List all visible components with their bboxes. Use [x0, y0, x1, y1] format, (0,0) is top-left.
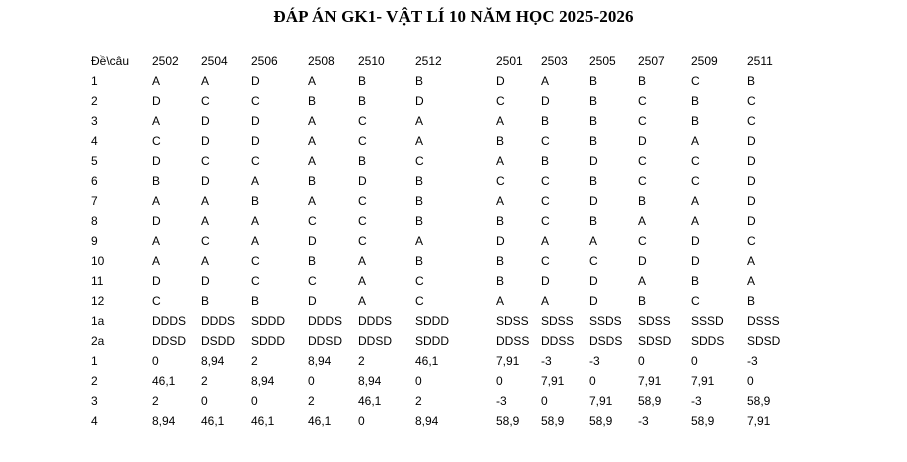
answer-cell: 0: [415, 374, 422, 388]
answer-cell: DSSS: [747, 314, 780, 328]
answer-cell: B: [415, 214, 424, 228]
table-row: [91, 411, 797, 431]
table-row: [91, 71, 797, 91]
header-row: [91, 51, 797, 71]
question-label: 1a: [91, 314, 105, 328]
table-row: [91, 311, 797, 331]
answer-cell: 7,91: [589, 394, 613, 408]
table-row: [91, 351, 797, 371]
answer-cell: B: [496, 254, 505, 268]
answer-cell: SDDD: [251, 314, 286, 328]
exam-code: 2501: [496, 54, 523, 68]
answer-cell: 0: [589, 374, 596, 388]
answer-cell: A: [308, 194, 317, 208]
answer-cell: -3: [638, 414, 649, 428]
question-label: 4: [91, 414, 98, 428]
answer-cell: B: [541, 114, 550, 128]
answer-cell: C: [541, 134, 550, 148]
exam-code: 2509: [691, 54, 718, 68]
question-label: 3: [91, 394, 98, 408]
answer-cell: C: [152, 294, 161, 308]
answer-cell: C: [638, 114, 647, 128]
table-row: [91, 231, 797, 251]
answer-cell: B: [358, 74, 367, 88]
table-row: [91, 211, 797, 231]
table-row: [91, 151, 797, 171]
answer-cell: C: [152, 134, 161, 148]
answer-cell: D: [251, 74, 260, 88]
answer-cell: D: [251, 114, 260, 128]
answer-cell: B: [496, 134, 505, 148]
answer-cell: C: [496, 94, 505, 108]
answer-cell: 46,1: [201, 414, 225, 428]
answer-cell: D: [496, 74, 505, 88]
answer-cell: D: [201, 114, 210, 128]
answer-cell: D: [152, 154, 161, 168]
answer-cell: D: [589, 194, 598, 208]
answer-cell: SSDS: [589, 314, 622, 328]
exam-code: 2507: [638, 54, 665, 68]
exam-code: 2504: [201, 54, 228, 68]
answer-cell: D: [747, 134, 756, 148]
answer-cell: B: [747, 294, 756, 308]
answer-cell: 58,9: [496, 414, 520, 428]
answer-cell: D: [541, 274, 550, 288]
answer-cell: C: [638, 234, 647, 248]
answer-cell: D: [747, 194, 756, 208]
answer-cell: A: [415, 234, 424, 248]
answer-cell: SDSS: [541, 314, 574, 328]
answer-cell: A: [152, 254, 161, 268]
answer-cell: D: [308, 234, 317, 248]
page-title: ĐÁP ÁN GK1- VẬT LÍ 10 NĂM HỌC 2025-2026: [273, 7, 634, 26]
answer-table-body: [91, 51, 797, 431]
answer-cell: A: [747, 274, 756, 288]
answer-cell: 0: [747, 374, 754, 388]
answer-cell: C: [358, 234, 367, 248]
answer-cell: SSSD: [691, 314, 724, 328]
answer-cell: D: [638, 134, 647, 148]
exam-code: 2511: [747, 54, 773, 68]
answer-cell: SDDD: [415, 314, 450, 328]
answer-cell: 46,1: [358, 394, 382, 408]
answer-cell: C: [691, 154, 700, 168]
answer-cell: C: [358, 214, 367, 228]
answer-cell: 0: [358, 414, 365, 428]
answer-cell: SDSD: [747, 334, 781, 348]
answer-cell: C: [358, 114, 367, 128]
answer-cell: A: [638, 214, 647, 228]
answer-cell: C: [638, 94, 647, 108]
answer-cell: SDSS: [496, 314, 529, 328]
answer-cell: A: [358, 294, 367, 308]
answer-cell: D: [589, 274, 598, 288]
answer-cell: A: [251, 234, 260, 248]
answer-cell: C: [747, 114, 756, 128]
answer-cell: C: [308, 214, 317, 228]
answer-cell: DDDS: [358, 314, 393, 328]
answer-cell: C: [691, 294, 700, 308]
table-row: [91, 111, 797, 131]
answer-cell: DSDS: [589, 334, 623, 348]
answer-cell: 8,94: [308, 354, 332, 368]
answer-cell: B: [541, 154, 550, 168]
question-label: 3: [91, 114, 98, 128]
question-label: 1: [91, 354, 98, 368]
exam-code: 2503: [541, 54, 568, 68]
answer-cell: B: [415, 74, 424, 88]
answer-cell: 0: [201, 394, 208, 408]
answer-cell: SDDD: [415, 334, 450, 348]
answer-cell: 8,94: [152, 414, 176, 428]
answer-cell: B: [496, 214, 505, 228]
answer-cell: C: [201, 234, 210, 248]
answer-cell: D: [308, 294, 317, 308]
answer-cell: B: [152, 174, 161, 188]
answer-cell: 0: [496, 374, 503, 388]
table-row: [91, 331, 797, 351]
answer-cell: -3: [691, 394, 702, 408]
answer-cell: D: [251, 134, 260, 148]
answer-cell: C: [201, 154, 210, 168]
answer-cell: A: [152, 74, 161, 88]
exam-code: 2510: [358, 54, 385, 68]
exam-code: 2502: [152, 54, 179, 68]
answer-cell: A: [496, 194, 505, 208]
answer-cell: 0: [308, 374, 315, 388]
answer-cell: D: [152, 214, 161, 228]
answer-cell: C: [251, 94, 260, 108]
answer-table: [91, 51, 797, 431]
answer-cell: 46,1: [415, 354, 439, 368]
answer-cell: B: [638, 194, 647, 208]
answer-cell: A: [691, 134, 700, 148]
answer-cell: D: [152, 94, 161, 108]
answer-cell: B: [589, 174, 598, 188]
answer-cell: A: [308, 154, 317, 168]
answer-cell: D: [747, 174, 756, 188]
corner-label: Đề\câu: [91, 54, 130, 68]
answer-cell: A: [308, 134, 317, 148]
answer-cell: -3: [541, 354, 552, 368]
answer-cell: DSDD: [201, 334, 236, 348]
answer-cell: 8,94: [358, 374, 382, 388]
answer-cell: B: [308, 174, 317, 188]
answer-cell: C: [251, 254, 260, 268]
table-row: [91, 171, 797, 191]
answer-cell: C: [638, 174, 647, 188]
answer-cell: DDSD: [358, 334, 393, 348]
answer-cell: C: [415, 274, 424, 288]
answer-cell: B: [691, 274, 700, 288]
answer-cell: A: [691, 214, 700, 228]
answer-cell: 2: [358, 354, 365, 368]
question-label: 11: [91, 274, 104, 288]
answer-cell: 46,1: [152, 374, 176, 388]
answer-cell: D: [638, 254, 647, 268]
answer-cell: 58,9: [589, 414, 613, 428]
table-row: [91, 391, 797, 411]
answer-cell: B: [496, 274, 505, 288]
answer-cell: -3: [496, 394, 507, 408]
answer-cell: 0: [251, 394, 258, 408]
answer-cell: D: [691, 254, 700, 268]
answer-cell: C: [747, 234, 756, 248]
table-row: [91, 191, 797, 211]
question-label: 2a: [91, 334, 105, 348]
answer-cell: A: [589, 234, 598, 248]
answer-cell: A: [152, 114, 161, 128]
answer-cell: 58,9: [541, 414, 565, 428]
answer-cell: A: [308, 114, 317, 128]
answer-cell: D: [747, 214, 756, 228]
answer-cell: B: [691, 114, 700, 128]
answer-cell: C: [496, 174, 505, 188]
answer-cell: D: [152, 274, 161, 288]
question-label: 7: [91, 194, 98, 208]
answer-cell: 2: [251, 354, 258, 368]
answer-cell: A: [638, 274, 647, 288]
answer-cell: B: [415, 194, 424, 208]
question-label: 12: [91, 294, 105, 308]
answer-cell: A: [496, 114, 505, 128]
answer-cell: 2: [415, 394, 422, 408]
answer-cell: B: [589, 74, 598, 88]
answer-cell: SDSD: [638, 334, 672, 348]
question-label: 6: [91, 174, 98, 188]
answer-cell: 7,91: [496, 354, 520, 368]
answer-cell: 46,1: [251, 414, 275, 428]
answer-cell: D: [589, 294, 598, 308]
answer-cell: SDDD: [251, 334, 286, 348]
answer-cell: DDDS: [201, 314, 236, 328]
answer-cell: B: [638, 74, 647, 88]
question-label: 10: [91, 254, 105, 268]
answer-cell: DDDS: [152, 314, 187, 328]
answer-cell: A: [201, 194, 210, 208]
answer-cell: A: [358, 274, 367, 288]
exam-code: 2512: [415, 54, 442, 68]
question-label: 5: [91, 154, 98, 168]
answer-cell: C: [691, 74, 700, 88]
answer-cell: 8,94: [415, 414, 439, 428]
answer-cell: C: [415, 294, 424, 308]
answer-cell: 2: [152, 394, 159, 408]
answer-cell: B: [308, 94, 317, 108]
exam-code: 2506: [251, 54, 278, 68]
table-row: [91, 251, 797, 271]
answer-cell: A: [496, 154, 505, 168]
answer-cell: -3: [747, 354, 758, 368]
answer-cell: 8,94: [201, 354, 225, 368]
answer-cell: A: [415, 114, 424, 128]
answer-cell: D: [358, 174, 367, 188]
answer-cell: A: [251, 174, 260, 188]
answer-cell: 7,91: [747, 414, 771, 428]
answer-cell: SDSS: [638, 314, 671, 328]
answer-cell: B: [638, 294, 647, 308]
answer-cell: A: [691, 194, 700, 208]
answer-cell: A: [251, 214, 260, 228]
answer-cell: A: [496, 294, 505, 308]
answer-cell: D: [201, 174, 210, 188]
answer-cell: C: [251, 154, 260, 168]
answer-cell: D: [496, 234, 505, 248]
answer-cell: A: [201, 254, 210, 268]
answer-cell: A: [308, 74, 317, 88]
answer-cell: B: [358, 154, 367, 168]
answer-cell: 2: [308, 394, 315, 408]
answer-cell: DDSS: [496, 334, 530, 348]
answer-cell: B: [201, 294, 210, 308]
answer-cell: 2: [201, 374, 208, 388]
answer-cell: C: [541, 194, 550, 208]
answer-cell: A: [201, 74, 210, 88]
table-row: [91, 271, 797, 291]
answer-cell: A: [152, 194, 161, 208]
answer-cell: C: [541, 174, 550, 188]
answer-cell: B: [589, 214, 598, 228]
question-label: 2: [91, 94, 98, 108]
answer-cell: C: [201, 94, 210, 108]
answer-cell: 0: [152, 354, 159, 368]
answer-cell: B: [589, 134, 598, 148]
answer-cell: A: [541, 234, 550, 248]
answer-cell: A: [747, 254, 756, 268]
answer-cell: A: [152, 234, 161, 248]
answer-cell: D: [201, 274, 210, 288]
answer-cell: C: [415, 154, 424, 168]
answer-cell: SDDS: [691, 334, 725, 348]
answer-cell: B: [251, 194, 260, 208]
answer-cell: C: [251, 274, 260, 288]
exam-code: 2508: [308, 54, 335, 68]
answer-cell: D: [589, 154, 598, 168]
answer-cell: 7,91: [638, 374, 662, 388]
answer-cell: C: [638, 154, 647, 168]
answer-cell: C: [541, 254, 550, 268]
question-label: 2: [91, 374, 98, 388]
table-row: [91, 291, 797, 311]
table-row: [91, 371, 797, 391]
answer-cell: C: [747, 94, 756, 108]
answer-cell: C: [358, 194, 367, 208]
answer-cell: B: [415, 174, 424, 188]
answer-cell: B: [589, 94, 598, 108]
answer-cell: DDSD: [308, 334, 343, 348]
answer-cell: C: [589, 254, 598, 268]
table-row: [91, 131, 797, 151]
answer-cell: 8,94: [251, 374, 275, 388]
answer-cell: C: [541, 214, 550, 228]
answer-cell: A: [201, 214, 210, 228]
question-label: 9: [91, 234, 98, 248]
answer-cell: 0: [638, 354, 645, 368]
answer-cell: 58,9: [638, 394, 662, 408]
answer-cell: A: [541, 294, 550, 308]
answer-cell: A: [358, 254, 367, 268]
answer-cell: C: [308, 274, 317, 288]
answer-cell: C: [691, 174, 700, 188]
answer-cell: DDSS: [541, 334, 575, 348]
exam-code: 2505: [589, 54, 616, 68]
answer-cell: B: [358, 94, 367, 108]
answer-cell: 58,9: [747, 394, 771, 408]
answer-cell: B: [747, 74, 756, 88]
answer-cell: -3: [589, 354, 600, 368]
answer-cell: DDSD: [152, 334, 187, 348]
answer-cell: 7,91: [541, 374, 565, 388]
answer-cell: D: [747, 154, 756, 168]
answer-cell: 7,91: [691, 374, 715, 388]
answer-cell: A: [415, 134, 424, 148]
answer-cell: B: [415, 254, 424, 268]
answer-cell: D: [691, 234, 700, 248]
answer-cell: D: [201, 134, 210, 148]
answer-cell: D: [541, 94, 550, 108]
answer-cell: 0: [691, 354, 698, 368]
question-label: 8: [91, 214, 98, 228]
answer-cell: A: [541, 74, 550, 88]
answer-cell: 46,1: [308, 414, 332, 428]
answer-cell: 0: [541, 394, 548, 408]
answer-cell: B: [589, 114, 598, 128]
answer-cell: 58,9: [691, 414, 715, 428]
answer-cell: B: [251, 294, 260, 308]
answer-cell: B: [691, 94, 700, 108]
answer-cell: B: [308, 254, 317, 268]
answer-cell: C: [358, 134, 367, 148]
question-label: 4: [91, 134, 98, 148]
answer-cell: DDDS: [308, 314, 343, 328]
answer-cell: D: [415, 94, 424, 108]
table-row: [91, 91, 797, 111]
question-label: 1: [91, 74, 98, 88]
